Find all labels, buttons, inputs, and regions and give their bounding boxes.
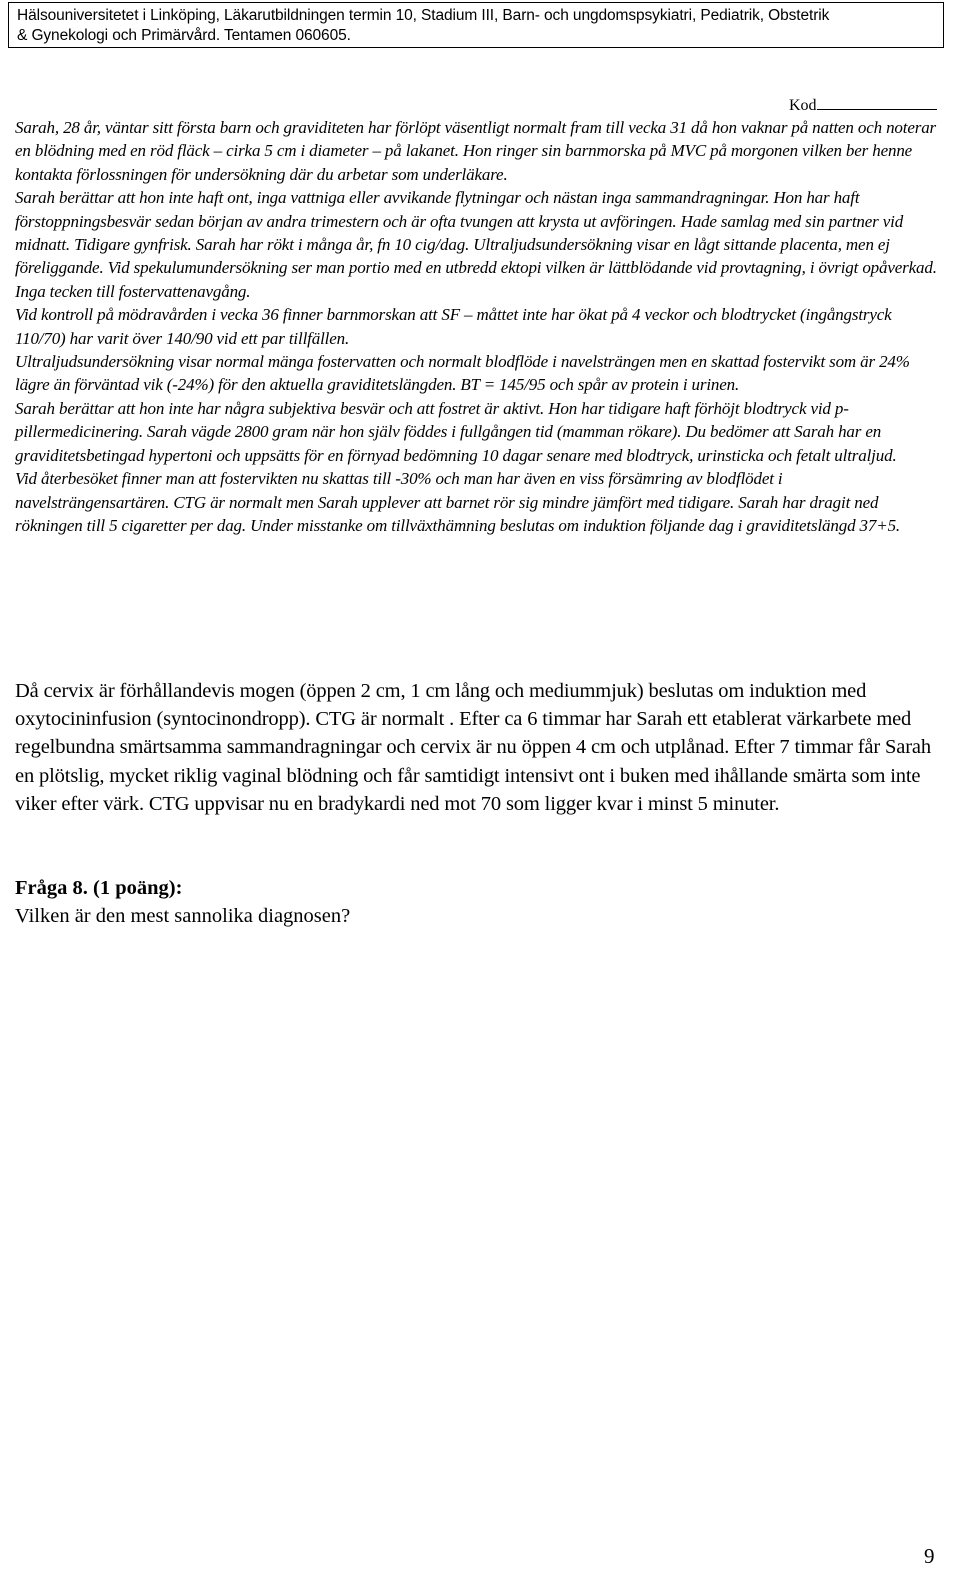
case-paragraph: Ultraljudsundersökning visar normal mänga fostervatten och normalt blodflöde i navelsträngen men en skattad fostervikt som är 24% lägre än förväntad vik (-24%) för den aktuella graviditetslängden. BT = 145/95 och spår av protein i urinen. bbox=[15, 352, 910, 395]
page-number: 9 bbox=[924, 1544, 935, 1568]
case-continuation bbox=[15, 677, 940, 818]
case-paragraph: Sarah berättar att hon inte haft ont, inga vattniga eller avvikande flytningar och nästan inga sammandragningar. Hon har haft förstoppningsbesvär sedan början av andra trimestern och är ofta tvungen att krysta ut avföringen. Hade samlag med sin partner vid midnatt. Tidigare gynfrisk. Sarah har rökt i många år, fn 10 cig/dag. Ultraljudsundersökning visar en lågt sittande placenta, men ej föreliggande. Vid spekulumundersökning ser man portio med en utbredd ektopi vilken är lättblödande vid provtagning, i övrigt opåverkad. Inga tecken till fostervattenavgång. bbox=[15, 188, 937, 301]
kod-field bbox=[789, 94, 937, 116]
header-line-1: Hälsouniversitetet i Linköping, Läkarutbildningen termin 10, Stadium III, Barn- och ungdomspsykiatri, Pediatrik, Obstetrik bbox=[17, 7, 830, 24]
exam-header bbox=[8, 2, 944, 48]
header-line-2: & Gynekologi och Primärvård. Tentamen 060605. bbox=[17, 27, 351, 44]
question-title: Fråga 8. (1 poäng): bbox=[15, 877, 183, 899]
kod-blank-line bbox=[817, 94, 937, 110]
continuation-paragraph: Då cervix är förhållandevis mogen (öppen 2 cm, 1 cm lång och mediummjuk) beslutas om induktion med oxytocininfusion (syntocinondropp). CTG är normalt . Efter ca 6 timmar har Sarah ett etablerat värkarbete med regelbundna smärtsamma sammandragningar och cervix är nu öppen 4 cm och utplånad. Efter 7 timmar får Sarah en plötslig, mycket riklig vaginal blödning och får samtidigt intensivt ont i buken med ihållande smärta som inte viker efter värk. CTG uppvisar nu en bradykardi ned mot 70 som ligger kvar i minst 5 minuter. bbox=[15, 680, 931, 815]
case-description bbox=[15, 116, 937, 537]
question-text: Vilken är den mest sannolika diagnosen? bbox=[15, 905, 351, 927]
kod-label: Kod bbox=[789, 97, 817, 114]
case-paragraph: Sarah berättar att hon inte har några subjektiva besvär och att fostret är aktivt. Hon har tidigare haft förhöjt blodtryck vid p-pillermedicinering. Sarah vägde 2800 gram när hon själv föddes i fullgången tid (mamman rökare). Du bedömer att Sarah har en graviditetsbetingad hypertoni och uppsätts för en förnyad bedömning 10 dagar senare med blodtryck, urinsticka och fetalt ultraljud. bbox=[15, 398, 897, 465]
case-paragraph: Vid kontroll på mödravården i vecka 36 finner barnmorskan att SF – måttet inte har ökat på 4 veckor och blodtrycket (ingångstryck 110/70) har varit över 140/90 vid ett par tillfällen. bbox=[15, 305, 892, 348]
case-paragraph: Sarah, 28 år, väntar sitt första barn och graviditeten har förlöpt väsentligt normalt fram till vecka 31 då hon vaknar på natten och noterar en blödning med en röd fläck – cirka 5 cm i diameter – på lakanet. Hon ringer sin barnmorska på MVC på morgonen vilken ber henne kontakta förlossningen för undersökning där du arbetar som underläkare. bbox=[15, 118, 937, 184]
case-paragraph: Vid återbesöket finner man att fostervikten nu skattas till -30% och man har även en viss försämring av blodflödet i navelsträngensartären. CTG är normalt men Sarah upplever att barnet rör sig mindre jämfört med tidigare. Sarah har dragit ned rökningen till 5 cigaretter per dag. Under misstanke om tillväxthämning beslutas om induktion följande dag i graviditetslängd 37+5. bbox=[15, 469, 901, 535]
